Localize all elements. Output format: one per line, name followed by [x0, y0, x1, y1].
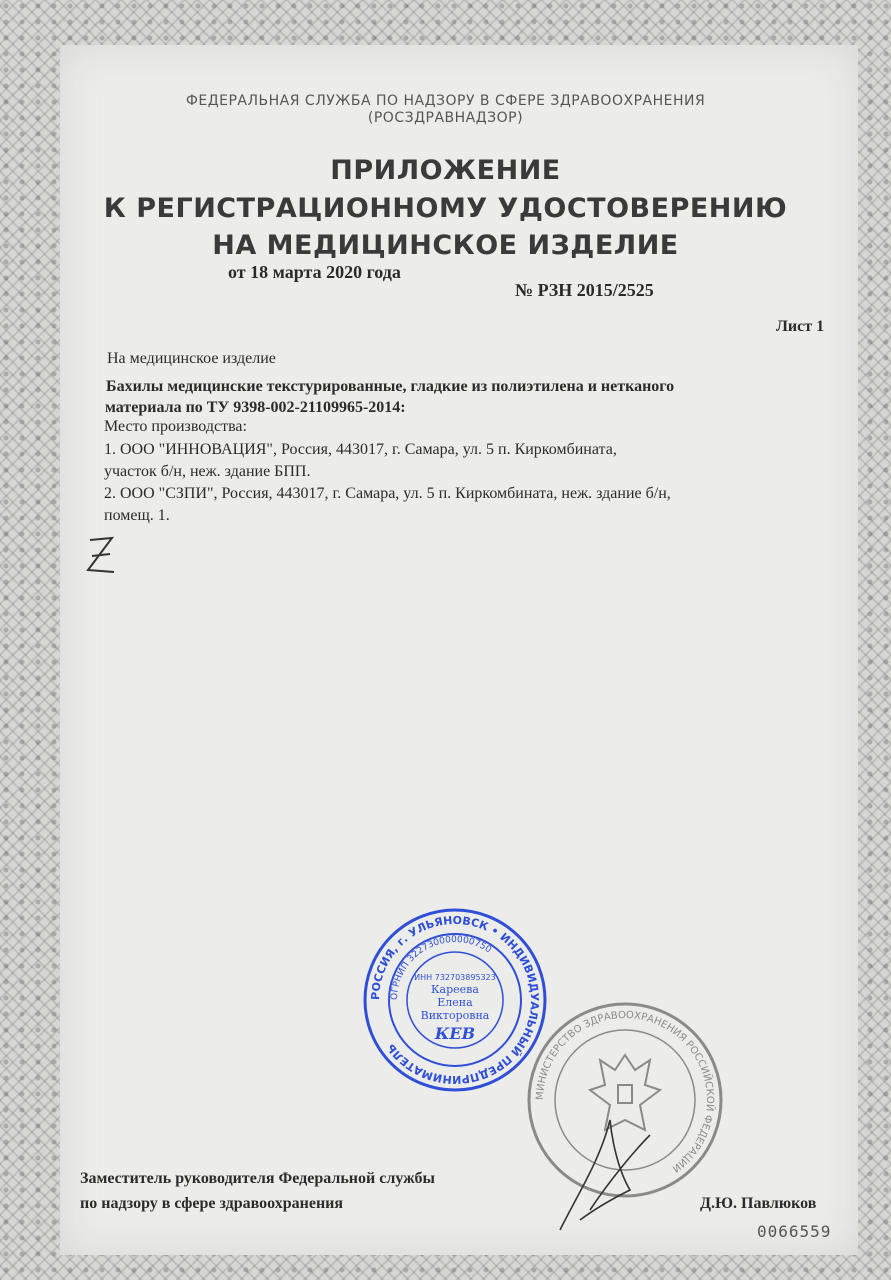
- registration-number: № РЗН 2015/2525: [515, 280, 654, 300]
- stamp-blue: [360, 905, 550, 1095]
- form-serial-number: 0066559: [757, 1222, 832, 1241]
- issue-date: от 18 марта 2020 года: [228, 262, 401, 282]
- title-line-3: НА МЕДИЦИНСКОЕ ИЗДЕЛИЕ: [212, 230, 679, 261]
- product-name-line-1: Бахилы медицинские текстурированные, гладкие из полиэтилена и нетканого: [106, 378, 675, 395]
- blue-stamp-name-2: Елена: [437, 996, 473, 1009]
- agency-name: ФЕДЕРАЛЬНАЯ СЛУЖБА ПО НАДЗОРУ В СФЕРЕ ЗДРАВООХРАНЕНИЯ: [185, 93, 706, 109]
- title-line-1: ПРИЛОЖЕНИЕ: [330, 155, 561, 186]
- handwritten-signature: [540, 1100, 670, 1240]
- title-line-2: К РЕГИСТРАЦИОННОМУ УДОСТОВЕРЕНИЮ: [103, 193, 788, 224]
- sheet-number: Лист 1: [776, 318, 825, 335]
- product-name-line-2: материала по ТУ 9398-002-21109965-2014:: [105, 399, 406, 416]
- intro-text: На медицинское изделие: [107, 350, 276, 367]
- place-label: Место производства:: [104, 418, 247, 435]
- blue-stamp-inn: ИНН 732703895323: [414, 973, 496, 982]
- gray-seal-ring-text: МИНИСТЕРСТВО ЗДРАВООХРАНЕНИЯ РОССИЙСКОЙ ФЕДЕРАЦИИ: [534, 1009, 716, 1174]
- site-2-line-1: 2. ООО "СЗПИ", Россия, 443017, г. Самара, ул. 5 п. Киркомбината, неж. здание б/н,: [104, 485, 671, 502]
- blue-stamp-monogram: КЕВ: [434, 1024, 476, 1043]
- site-1-line-1: 1. ООО "ИННОВАЦИЯ", Россия, 443017, г. Самара, ул. 5 п. Киркомбината,: [104, 441, 617, 458]
- blue-stamp-name-3: Викторовна: [420, 1009, 490, 1022]
- blue-stamp-ring-text: РОССИЯ, г. УЛЬЯНОВСК • ИНДИВИДУАЛЬНЫЙ ПРЕДПРИНИМАТЕЛЬ: [368, 913, 542, 1087]
- blue-stamp-ogrnip: ОГРНИП 322730000000750: [389, 934, 493, 1001]
- signer-title-line-2: по надзору в сфере здравоохранения: [80, 1195, 344, 1212]
- agency-abbr: (РОСЗДРАВНАДЗОР): [367, 110, 524, 126]
- signer-title-line-1: Заместитель руководителя Федеральной службы: [80, 1170, 435, 1187]
- signer-name: Д.Ю. Павлюков: [700, 1195, 817, 1212]
- handwritten-z-mark: [82, 530, 122, 578]
- site-1-line-2: участок б/н, неж. здание БПП.: [104, 463, 311, 480]
- blue-stamp-name-1: Кареева: [431, 983, 479, 996]
- site-2-line-2: помещ. 1.: [104, 507, 170, 524]
